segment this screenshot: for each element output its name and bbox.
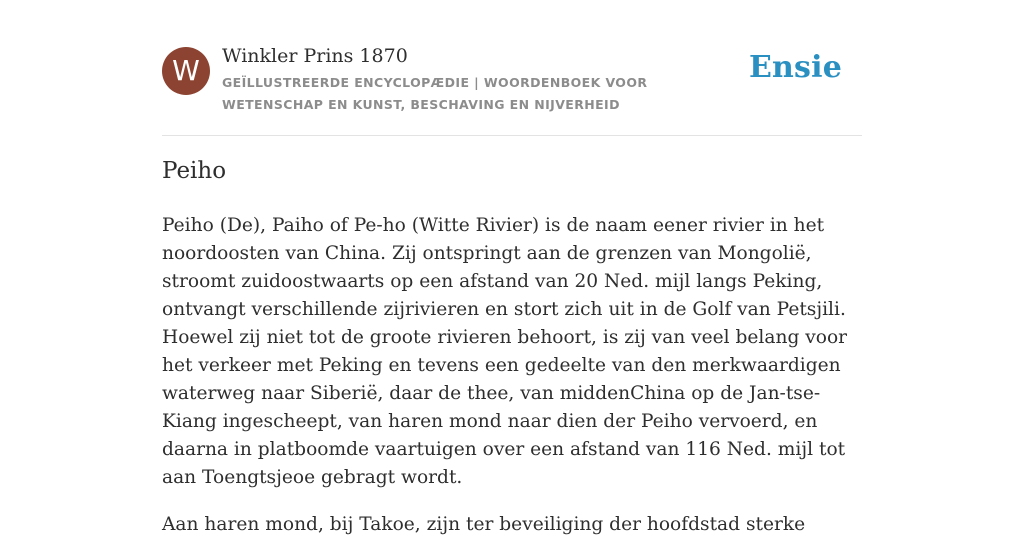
article-body bbox=[162, 212, 862, 558]
article-title: Peiho bbox=[162, 158, 227, 184]
source-header bbox=[162, 0, 862, 136]
page bbox=[162, 0, 862, 535]
article-paragraph: Peiho (De), Paiho of Pe-ho (Witte Rivier) is de naam eener rivier in het noordoosten van China. Zij ontspringt aan de grenzen van Mongolië, stroomt zuidoostwaarts op een afstand van 20 Ned. mijl langs Peking, ontvangt verschillende zijrivieren en stort zich uit in de Golf van Petsjili. Hoewel zij niet tot de groote rivieren behoort, is zij van veel belang voor het verkeer met Peking en tevens een gedeelte van den merkwaardigen waterweg naar Siberië, daar de thee, van middenChina op de Jan-tse-Kiang ingescheept, van haren mond naar dien der Peiho vervoerd, en daarna in platboomde vaartuigen over een afstand van 116 Ned. mijl tot aan Toengtsjeoe gebragt wordt. bbox=[162, 215, 848, 488]
article-paragraph: Aan haren mond, bij Takoe, zijn ter beveiliging der hoofdstad sterke bbox=[162, 514, 806, 535]
ensie-logo[interactable]: Ensie bbox=[748, 50, 842, 85]
source-avatar[interactable]: W bbox=[162, 47, 210, 95]
source-subtitle: GEÏLLUSTREERDE ENCYCLOPÆDIE | WOORDENBOEK VOOR WETENSCHAP EN KUNST, BESCHAVING EN NIJVERHEID bbox=[222, 75, 648, 112]
source-title[interactable]: Winkler Prins 1870 bbox=[222, 45, 408, 67]
